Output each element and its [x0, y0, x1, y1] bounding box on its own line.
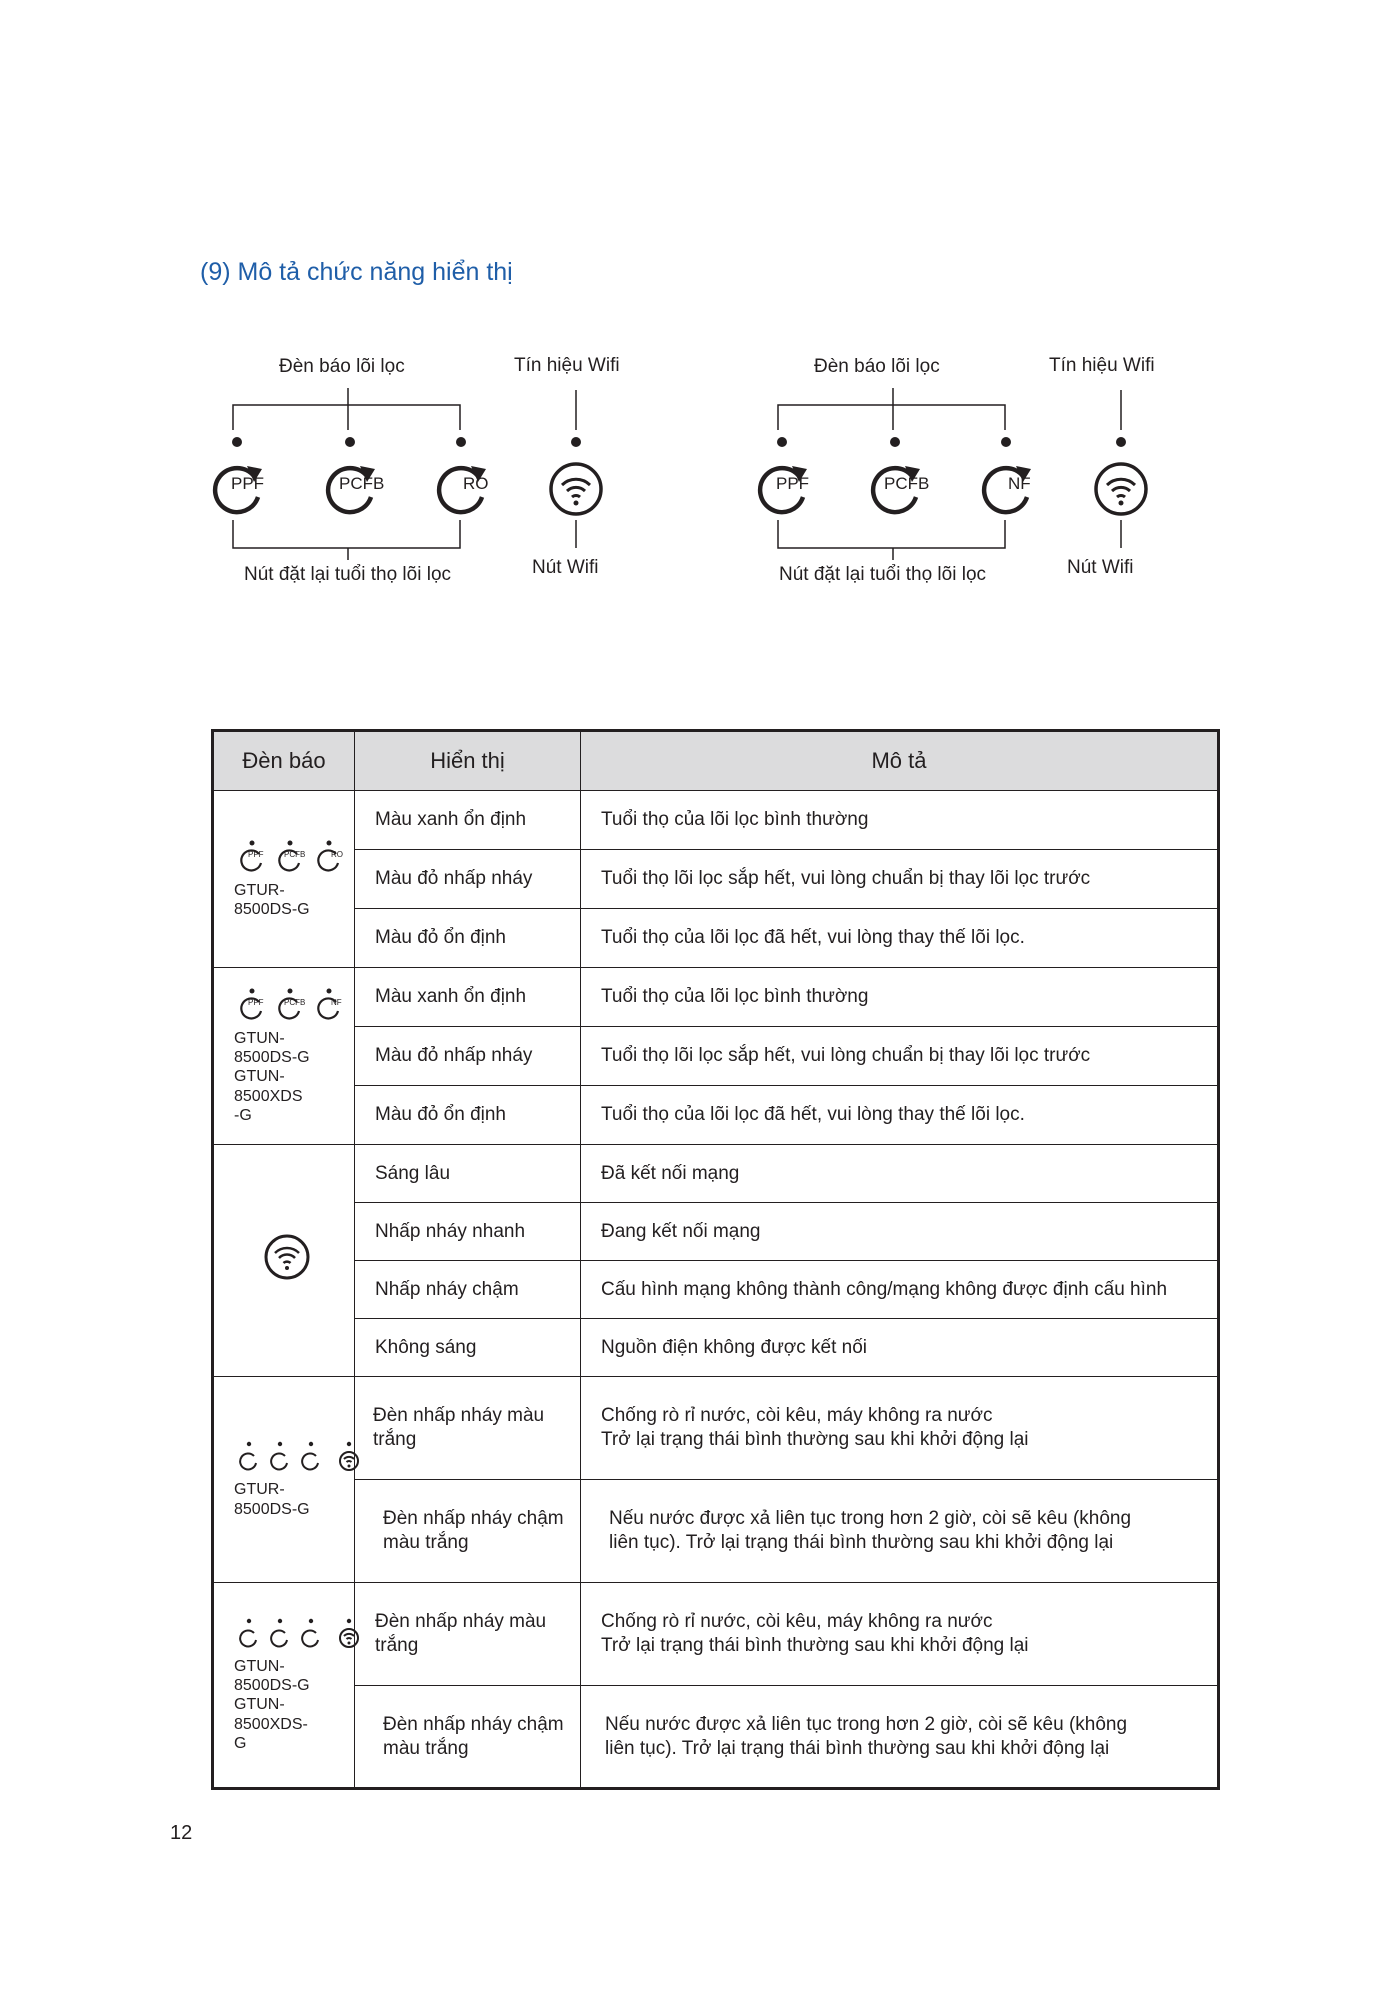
diagram1-pcfb-reset-icon — [328, 466, 384, 512]
description-cell: Tuổi thọ lõi lọc sắp hết, vui lòng chuẩn bị thay lõi lọc trước — [581, 850, 1219, 909]
table-row — [213, 1145, 1219, 1203]
diagram2-ppf-reset-icon — [760, 466, 809, 512]
indicator-cell-filter-nf — [213, 968, 355, 1145]
description-cell — [581, 1480, 1219, 1583]
diagram1-filter-reset-label: Nút đặt lại tuổi thọ lõi lọc — [244, 564, 452, 585]
display-cell: Màu đỏ nhấp nháy — [355, 1027, 581, 1086]
display-cell: Màu xanh ổn định — [355, 791, 581, 850]
table-row — [213, 1261, 1219, 1319]
description-cell: Tuổi thọ của lõi lọc bình thường — [581, 791, 1219, 850]
display-cell: Đèn nhấp nháy màu trắng — [355, 1377, 581, 1480]
diagram2-indicator-dots — [777, 437, 1126, 447]
diagram2-wifi-icon — [1096, 464, 1146, 514]
table-row — [213, 1686, 1219, 1789]
table-header-row — [213, 731, 1219, 791]
model-name: -G — [234, 1106, 252, 1124]
table-row — [213, 1480, 1219, 1583]
model-name: GTUN-8500XDS- — [234, 1696, 308, 1733]
description-cell: Tuổi thọ của lõi lọc đã hết, vui lòng thay thế lõi lọc. — [581, 909, 1219, 968]
diagram1-ppf-text: PPF — [231, 474, 265, 493]
display-cell: Màu đỏ nhấp nháy — [355, 850, 581, 909]
description-line: Trở lại trạng thái bình thường sau khi khởi động lại — [601, 1429, 1029, 1450]
model-name: GTUR-8500DS-G — [234, 1481, 310, 1518]
model-name: GTUN-8500XDS — [234, 1068, 303, 1105]
description-line: Trở lại trạng thái bình thường sau khi khởi động lại — [601, 1635, 1029, 1656]
model-name: GTUR-8500DS-G — [234, 881, 310, 918]
description-cell: Tuổi thọ của lõi lọc bình thường — [581, 968, 1219, 1027]
filter-ro-ro-label: RO — [331, 849, 343, 859]
description-line: liên tục). Trở lại trạng thái bình thường sau khi khởi động lại — [609, 1532, 1114, 1553]
filter-ro-pcfb-label: PCFB — [284, 849, 306, 859]
header-display: Hiển thị — [355, 731, 581, 791]
all-indicators-icons — [234, 1617, 364, 1651]
description-cell — [581, 1583, 1219, 1686]
filter-ro-icons — [234, 839, 354, 875]
display-cell: Màu xanh ổn định — [355, 968, 581, 1027]
diagram1-pcfb-text: PCFB — [339, 474, 385, 493]
filter-nf-ppf-label: PPF — [248, 998, 264, 1008]
filter-nf-nf-label: NF — [331, 998, 342, 1008]
display-cell: Đèn nhấp nháy màu trắng — [355, 1583, 581, 1686]
filter-nf-icons — [234, 987, 354, 1023]
all-indicators-icons — [234, 1440, 364, 1474]
diagram2-wifi-signal-label: Tín hiệu Wifi — [1049, 355, 1155, 376]
description-cell — [581, 1686, 1219, 1789]
model-name: GTUN-8500DS-G — [234, 1030, 310, 1067]
description-line: liên tục). Trở lại trạng thái bình thường sau khi khởi động lại — [605, 1737, 1110, 1759]
diagram2-wifi-button-label: Nút Wifi — [1067, 557, 1134, 578]
table-row — [213, 1583, 1219, 1686]
diagram2-ppf-text: PPF — [776, 474, 810, 493]
diagram2-brackets — [778, 388, 1121, 560]
indicator-cell-wifi — [213, 1145, 355, 1377]
section-title: (9) Mô tả chức năng hiển thị — [200, 258, 513, 286]
model-name: GTUN-8500DS-G — [234, 1658, 310, 1695]
diagram1-indicator-dots — [232, 437, 581, 447]
display-cell: Đèn nhấp nháy chậm màu trắng — [355, 1480, 581, 1583]
display-cell: Nhấp nháy chậm — [355, 1261, 581, 1319]
table-row — [213, 1027, 1219, 1086]
display-cell: Không sáng — [355, 1319, 581, 1377]
diagram1-ppf-reset-icon — [215, 466, 264, 512]
display-cell: Sáng lâu — [355, 1145, 581, 1203]
description-cell: Nguồn điện không được kết nối — [581, 1319, 1219, 1377]
indicator-cell-all-gtun — [213, 1583, 355, 1789]
indicator-cell-all-gtur — [213, 1377, 355, 1583]
diagram2-pcfb-text: PCFB — [884, 474, 930, 493]
filter-nf-pcfb-label: PCFB — [284, 998, 306, 1008]
filter-ro-ppf-label: PPF — [248, 849, 264, 859]
control-panel-diagram — [0, 340, 1399, 580]
page-number: 12 — [170, 1822, 193, 1844]
diagram2-nf-text: NF — [1008, 474, 1031, 493]
diagram1-brackets — [233, 388, 576, 560]
table-row — [213, 1377, 1219, 1480]
table-row — [213, 791, 1219, 850]
diagram2-filter-indicator-label: Đèn báo lõi lọc — [814, 356, 940, 377]
display-cell: Nhấp nháy nhanh — [355, 1203, 581, 1261]
description-cell: Tuổi thọ lõi lọc sắp hết, vui lòng chuẩn bị thay lõi lọc trước — [581, 1027, 1219, 1086]
table-row — [213, 1203, 1219, 1261]
display-cell: Màu đỏ ổn định — [355, 909, 581, 968]
table-row — [213, 850, 1219, 909]
header-description: Mô tả — [581, 731, 1219, 791]
description-line: Chống rò rỉ nước, còi kêu, máy không ra nước — [601, 1405, 993, 1427]
diagram2-pcfb-reset-icon — [873, 466, 929, 512]
diagram2-filter-reset-label: Nút đặt lại tuổi thọ lõi lọc — [779, 564, 987, 585]
table-row — [213, 1319, 1219, 1377]
diagram1-wifi-signal-label: Tín hiệu Wifi — [514, 355, 620, 376]
diagram1-wifi-icon — [551, 464, 601, 514]
description-line: Nếu nước được xả liên tục trong hơn 2 giờ, còi sẽ kêu (không — [609, 1508, 1132, 1530]
diagram1-ro-reset-icon — [439, 466, 488, 512]
indicator-cell-filter-ro — [213, 791, 355, 968]
table-row — [213, 909, 1219, 968]
table-row — [213, 1086, 1219, 1145]
table-row — [213, 968, 1219, 1027]
description-cell: Cấu hình mạng không thành công/mạng không được định cấu hình — [581, 1261, 1219, 1319]
indicator-table — [211, 729, 1220, 1790]
description-cell: Tuổi thọ của lõi lọc đã hết, vui lòng thay thế lõi lọc. — [581, 1086, 1219, 1145]
diagram1-wifi-button-label: Nút Wifi — [532, 557, 599, 578]
description-cell: Đang kết nối mạng — [581, 1203, 1219, 1261]
diagram1-ro-text: RO — [463, 474, 489, 493]
description-line: Nếu nước được xả liên tục trong hơn 2 giờ, còi sẽ kêu (không — [605, 1713, 1128, 1735]
diagram1-filter-indicator-label: Đèn báo lõi lọc — [279, 356, 405, 377]
display-cell: Màu đỏ ổn định — [355, 1086, 581, 1145]
wifi-icon — [262, 1232, 312, 1282]
display-cell: Đèn nhấp nháy chậm màu trắng — [355, 1686, 581, 1789]
description-cell: Đã kết nối mạng — [581, 1145, 1219, 1203]
description-line: Chống rò rỉ nước, còi kêu, máy không ra nước — [601, 1611, 993, 1633]
model-name: G — [234, 1734, 247, 1752]
diagram2-nf-reset-icon — [984, 466, 1031, 512]
description-cell — [581, 1377, 1219, 1480]
header-indicator: Đèn báo — [213, 731, 355, 791]
